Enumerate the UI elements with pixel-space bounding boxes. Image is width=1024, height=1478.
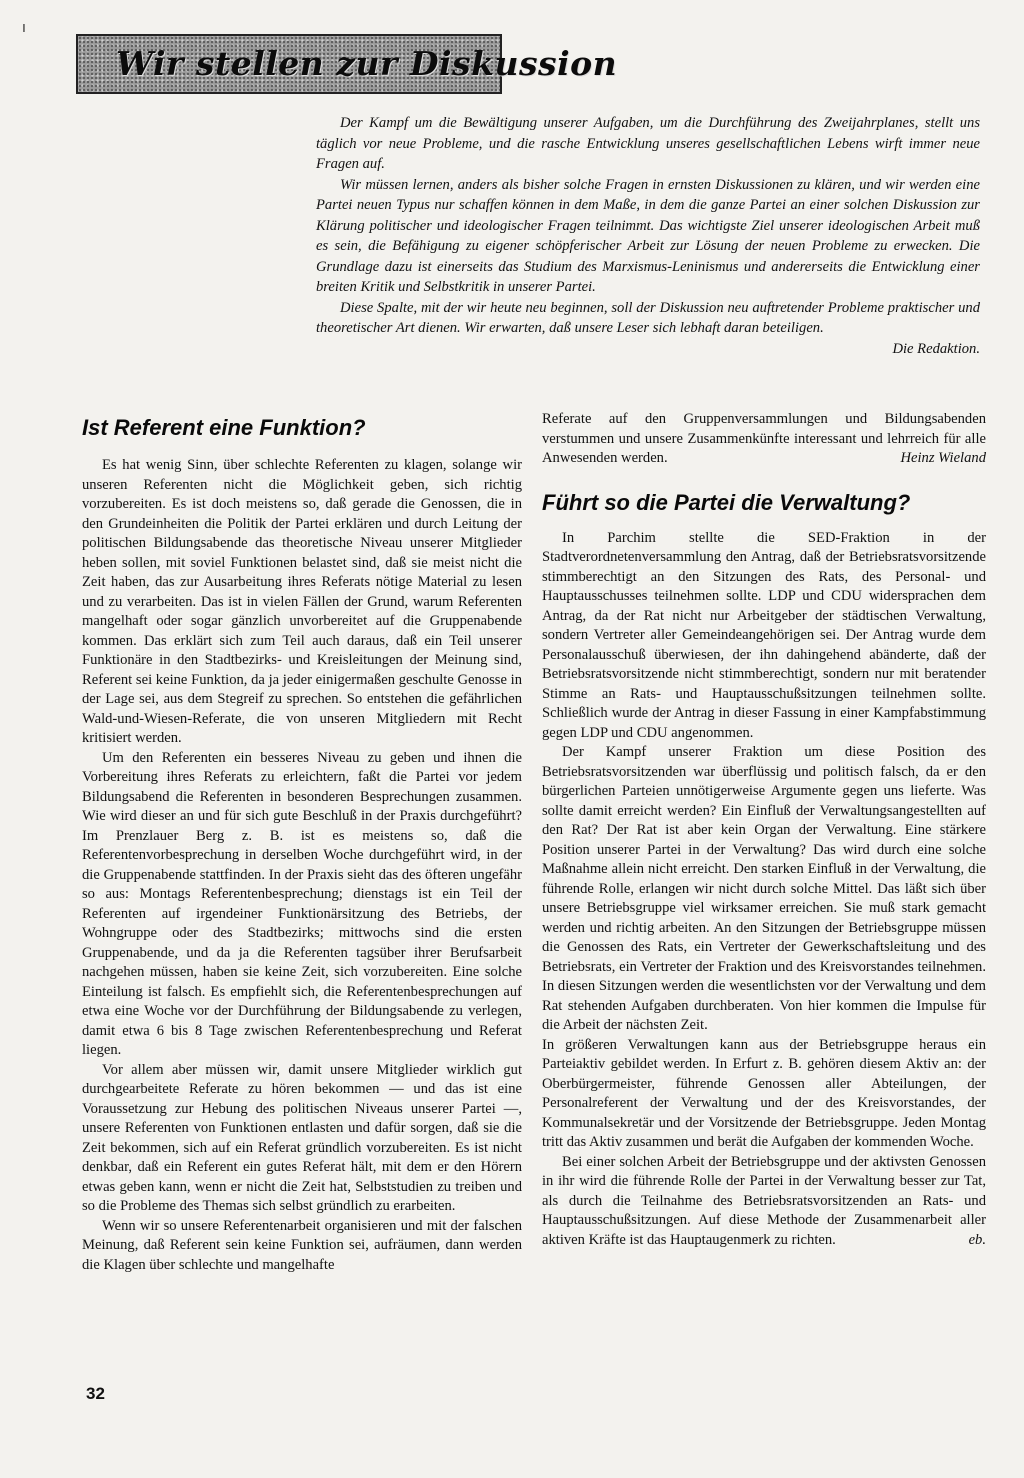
intro-paragraph: Wir müssen lernen, anders als bisher solche Fragen in ernsten Diskussionen zu klären, und wir werden eine Partei neuen Typus nur schaffen können in dem Maße, in dem die ganze Partei an einer solchen Diskussion zur Klärung politischer und ideologischer Fragen teilnimmt. Das wichtigste Ziel unserer ideologischen Arbeit muß es sein, die Befähigung zu eigener schöpferischer Arbeit zur Lösung der neuen Probleme zu erwecken. Die Grundlage dazu ist einerseits das Studium des Marxismus-Leninismus und andererseits die Entwicklung einer breiten Kritik und Selbstkritik in unserer Partei. <box>316 176 980 295</box>
left-column <box>82 410 522 1275</box>
article-paragraph: Es hat wenig Sinn, über schlechte Referenten zu klagen, solange wir unseren Referenten nicht die Möglichkeit geben, sich richtig vorzubereiten. Es ist doch meistens so, daß gerade die Genossen, die in den Grundeinheiten die Politik der Partei erklären und durch Leitung der politischen Bildungsabende das theoretische Niveau unserer Mitglieder heben sollen, mit soviel Funktionen belastet sind, daß sie meist nicht die Zeit haben, das zur Ausarbeitung ihres Referats nötige Material zu lesen und zu verarbeiten. Das ist in vielen Fällen der Grund, warum Referenten mangelhaft oder sogar gänzlich unvorbereitet auf die Gruppenabende kommen. Das erklärt sich zum Teil auch daraus, daß ein Teil unserer Funktionäre in den Stadtbezirks- und Kreisleitungen der Meinung sind, Referent sei keine Funktion, da ja jeder einigermaßen geschulte Genosse in der Lage sei, aus dem Stegreif zu sprechen. So entstehen die gefährlichen Wald-und-Wiesen-Referate, die von unseren Mitgliedern mit Recht kritisiert werden. <box>82 457 522 746</box>
page-number: 32 <box>86 1384 105 1403</box>
article-paragraph: Der Kampf unserer Fraktion um diese Position des Betriebsratsvorsitzenden war überflüssig und politisch falsch, da er den bürgerlichen Parteien unnötigerweise Argumente gegen uns lieferte. Was sollte damit erreicht werden? Ein Einfluß der Verwaltungsangestellten auf den Rat? Der Rat ist aber kein Organ der Verwaltung. Eine stärkere Position unserer Partei in der Verwaltung? Das wird durch eine solche Maßnahme allein nicht erreicht. Den starken Einfluß in der Verwaltung, die führende Rolle, erlangen wir nicht durch solche Mittel. Das läßt sich über unsere Betriebsgruppe viel wirksamer erreichen. Sie muß stark gemacht werden und richtig arbeiten. An den Sitzungen der Betriebsgruppe müssen die Genossen des Rats, ein Vertreter der Gewerkschaftsleitung und des Betriebsrats, ein Vertreter der Fraktion und des Kreisvorstandes teilnehmen. In diesen Sitzungen werden die wesentlichsten vor der Verwaltung und dem Rat stehenden Aufgaben durchberaten. Von hier kommen die Impulse für die Arbeit der nächsten Zeit. <box>542 744 986 1033</box>
stray-mark-icon: ı <box>22 20 26 36</box>
intro-block <box>316 113 980 359</box>
article-author: eb. <box>968 1231 986 1248</box>
article-title: Ist Referent eine Funktion? <box>82 415 366 440</box>
intro-paragraph: Der Kampf um die Bewältigung unserer Aufgaben, um die Durchführung des Zweijahrplanes, stellt uns täglich vor neue Probleme, und die rasche Entwicklung unseres gesellschaftlichen Lebens wirft immer neue Fragen auf. <box>316 115 980 172</box>
article-paragraph: Vor allem aber müssen wir, damit unsere Mitglieder wirklich gut durchgearbeitete Referate zu hören bekommen — und das ist eine Voraussetzung zur Hebung des politischen Niveaus unserer Partei —, unsere Referenten von Funktionen entlasten und dafür sorgen, daß sie die Zeit bekommen, sich auf ein Referat gründlich vorzubereiten. Es ist nicht denkbar, daß ein Referent ein gutes Referat hält, mit dem er den Hörern etwas geben kann, wenn er nicht die Zeit hat, Selbststudien zu treiben und so die Probleme des Themas sich selbst gründlich zu erarbeiten. <box>82 1061 522 1214</box>
article-title: Führt so die Partei die Verwaltung? <box>542 489 911 515</box>
article-paragraph: In größeren Verwaltungen kann aus der Betriebsgruppe heraus ein Parteiaktiv gebildet werden. In Erfurt z. B. gehören diesem Aktiv an: der Oberbürgermeister, führende Genossen aller Abteilungen, der Personalreferent der Verwaltung und der des Kreisvorstandes, der Kommunalsekretär und der Vorsitzende der Betriebsgruppe. Jeden Montag tritt das Aktiv zusammen und berät die Aufgaben der kommenden Woche. <box>542 1036 986 1150</box>
article-paragraph: Um den Referenten ein besseres Niveau zu geben und ihnen die Vorbereitung ihres Referats zu erleichtern, faßt die Partei vor jedem Bildungsabend die Referenten in besonderen Besprechungen zusammen. Wie wird dieser an und für sich gute Beschluß in der Praxis durchgeführt? Im Prenzlauer Berg z. B. ist es meistens so, daß die Referentenvorbesprechung in derselben Woche durchgeführt wird, in der die Gruppenabende stattfinden. In der Praxis sieht das des öfteren ungefähr so aus: Montags Referentenbesprechung; dienstags ist ein Teil der Referenten auf irgendeiner Funktionärsitzung des Betriebs, der Wohngruppe oder des Stadtbezirks; mittwochs sind die ersten Gruppenabende, und da ja die Referenten tagsüber ihrer Berufsarbeit nachgehen müssen, haben sie keine Zeit, sich vorzubereiten. Eine solche Einteilung ist falsch. Es empfiehlt sich, die Referentenbesprechungen auf etwa eine Woche vor der Durchführung der Bildungsabende zu verlegen, damit etwa 6 bis 8 Tage zwischen Referentenbesprechung und Referat liegen. <box>82 749 522 1058</box>
article-continuation: Referate auf den Gruppenversammlungen und Bildungsabenden verstummen und unsere Zusammenkünfte interessant und lehrreich für alle Anwesenden werden. Heinz Wieland <box>542 410 986 469</box>
article-paragraph: Wenn wir so unsere Referentenarbeit organisieren und mit der falschen Meinung, daß Referent sein keine Funktion sei, aufräumen, dann werden die Klagen über schlechte und mangelhafte <box>82 1217 522 1273</box>
article-author: Heinz Wieland <box>900 450 986 466</box>
article-paragraph: Bei einer solchen Arbeit der Betriebsgruppe und der aktivsten Genossen in ihr wird die führende Rolle der Partei in der Verwaltung besser zur Tat, als durch die Teilnahme des Betriebsratsvorsitzenden an Rats- und Hauptausschußsitzungen. Auf diese Methode der Zusammenarbeit aller aktiven Kräfte ist das Hauptaugenmerk zu richten. eb. <box>542 1153 986 1251</box>
banner-title: Wir stellen zur Diskussion <box>116 44 618 83</box>
header-banner <box>76 34 618 94</box>
intro-signature: Die Redaktion. <box>892 340 980 357</box>
intro-paragraph: Diese Spalte, mit der wir heute neu beginnen, soll der Diskussion neu auftretender Probleme praktischer und theoretischer Art dienen. Wir erwarten, daß unsere Leser sich lebhaft daran beteiligen. <box>316 299 980 336</box>
article-paragraph: In Parchim stellte die SED-Fraktion in der Stadtverordnetenversammlung den Antrag, daß der Betriebsratsvorsitzende stimmberechtigt an den Sitzungen des Rats, des Personal- und Hauptausschusses teilnehmen sollte. LDP und CDU widersprachen dem Antrag, da der Rat nicht nur Arbeitgeber der städtischen Verwaltung, sondern Vertreter aller Gemeindeangehörigen sei. Der Antrag wurde dem Personalausschuß überwiesen, der ihn dahingehend abänderte, daß der Betriebsratsvorsitzende nicht stimmberechtigt, sondern nur mit beratender Stimme an Rats- und Hauptausschußsitzungen teilnehmen sollte. Schließlich wurde der Antrag in dieser Fassung in einer Kampfabstimmung gegen LDP und CDU angenommen. <box>542 529 986 741</box>
right-column <box>542 410 986 1250</box>
